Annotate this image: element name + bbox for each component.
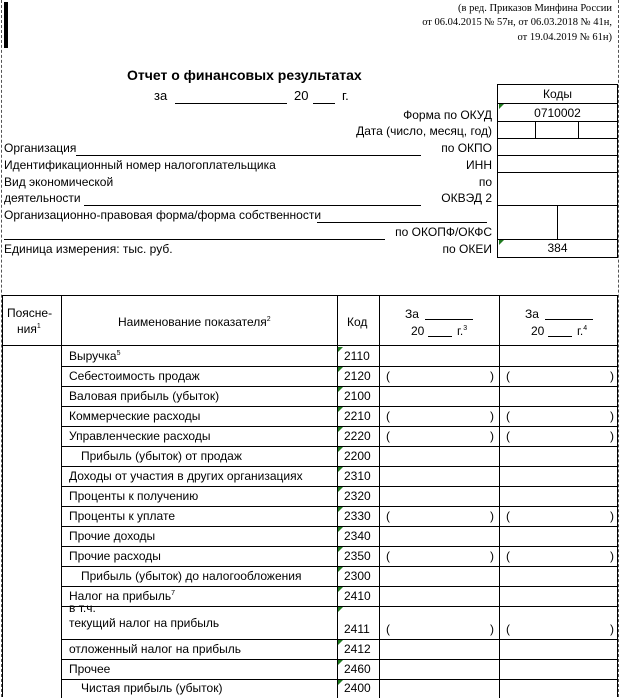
- row-code-marker: [338, 680, 343, 685]
- row-name: Прочие доходы: [69, 529, 156, 543]
- field-label-legal-form: Организационно-правовая форма/форма собственности: [4, 208, 322, 222]
- value-cell-period1[interactable]: [380, 446, 498, 466]
- value-cell-period1[interactable]: [380, 639, 498, 659]
- row-code-marker: [338, 587, 343, 592]
- codes-line: [498, 239, 617, 240]
- value-cell-period1[interactable]: [380, 606, 498, 639]
- table-row: [3, 446, 617, 466]
- header-notes-2: ния$^1$: [17, 322, 41, 336]
- table-row: [3, 386, 617, 406]
- row-code-marker: [338, 347, 343, 352]
- value-cell-period1[interactable]: [380, 426, 498, 446]
- row-name: Прибыль (убыток) до налогообложения: [81, 569, 302, 583]
- table-row: [3, 679, 617, 698]
- value-cell-period1[interactable]: [380, 679, 498, 698]
- value-cell-period2[interactable]: [500, 639, 618, 659]
- value-cell-period1[interactable]: [380, 466, 498, 486]
- table-row: [3, 406, 617, 426]
- paren-close: ): [490, 622, 494, 636]
- codes-header: Коды: [542, 87, 573, 101]
- text-cursor: [4, 2, 8, 48]
- table-row: [3, 506, 617, 526]
- table-row: [3, 346, 617, 366]
- field-label-activity1: Вид экономической: [4, 175, 114, 189]
- row-code: 2410: [344, 589, 371, 603]
- value-cell-period2[interactable]: [500, 406, 618, 426]
- value-cell-period2[interactable]: [500, 506, 618, 526]
- value-cell-period1[interactable]: [380, 346, 498, 366]
- row-code-marker: [338, 547, 343, 552]
- row-name: Выручка$^5$: [69, 349, 121, 363]
- value-cell-period2[interactable]: [500, 526, 618, 546]
- legal-form-input-line-1[interactable]: [317, 222, 487, 223]
- row-code-marker: [338, 640, 343, 645]
- header-period1-b: 20: [411, 324, 425, 338]
- paren-open: (: [506, 622, 510, 636]
- row-code: 2210: [344, 409, 371, 423]
- header-name: Наименование показателя$^2$: [118, 315, 271, 329]
- field-label-inn: Идентификационный номер налогоплательщика: [4, 158, 276, 172]
- value-cell-period2[interactable]: [500, 486, 618, 506]
- year-input-line[interactable]: [313, 103, 335, 104]
- table-row: [3, 566, 617, 586]
- value-cell-period2[interactable]: [500, 586, 618, 606]
- value-cell-period2[interactable]: [500, 346, 618, 366]
- row-name-line2: текущий налог на прибыль: [69, 616, 220, 630]
- table-row: [3, 659, 617, 679]
- okei-value[interactable]: 384: [547, 241, 568, 255]
- field-label-organization: Организация: [4, 141, 77, 155]
- row-name: Налог на прибыль$^7$: [69, 589, 176, 603]
- header-period2-b: 20: [531, 324, 545, 338]
- value-cell-period2[interactable]: [500, 446, 618, 466]
- row-code-marker: [338, 567, 343, 572]
- table-row: [3, 426, 617, 446]
- period-input-line[interactable]: [175, 103, 287, 104]
- row-code-marker: [338, 427, 343, 432]
- value-cell-period1[interactable]: [380, 586, 498, 606]
- header-period2-c: г.$^4$: [577, 324, 588, 338]
- edition-note-line3: от 19.04.2019 № 61н): [517, 32, 612, 43]
- paren-open: (: [386, 549, 390, 563]
- year-prefix: 20: [294, 88, 309, 103]
- frame-right-border: [618, 0, 619, 697]
- value-cell-period2[interactable]: [500, 466, 618, 486]
- paren-close: ): [610, 369, 614, 383]
- row-code: 2330: [344, 509, 371, 523]
- value-cell-period2[interactable]: [500, 546, 618, 566]
- row-code-marker: [338, 507, 343, 512]
- table-row: [3, 601, 617, 639]
- row-code: 2220: [344, 429, 371, 443]
- table-row: [3, 639, 617, 659]
- okud-value[interactable]: 0710002: [534, 106, 581, 120]
- row-code-marker: [338, 407, 343, 412]
- value-cell-period1[interactable]: [380, 546, 498, 566]
- paren-close: ): [610, 549, 614, 563]
- date-divider-2: [578, 121, 579, 138]
- activity-input-line[interactable]: [84, 205, 421, 206]
- field-code-po: по: [478, 175, 492, 189]
- row-code-marker: [338, 387, 343, 392]
- row-name: Валовая прибыль (убыток): [69, 389, 220, 403]
- table-row: [3, 366, 617, 386]
- header-period2-a: За: [525, 307, 539, 321]
- row-name: Коммерческие расходы: [69, 409, 201, 423]
- row-name: Управленческие расходы: [69, 429, 211, 443]
- field-label-date: Дата (число, месяц, год): [356, 124, 492, 138]
- value-cell-period2[interactable]: [500, 606, 618, 639]
- row-code-marker: [338, 607, 343, 612]
- paren-close: ): [490, 509, 494, 523]
- codes-box: [497, 84, 618, 258]
- row-code: 2412: [344, 642, 371, 656]
- row-code-marker: [338, 527, 343, 532]
- okopf-divider: [557, 205, 558, 239]
- table-row: [3, 486, 617, 506]
- paren-close: ): [610, 622, 614, 636]
- row-name: Прочее: [69, 662, 111, 676]
- row-name: Проценты к уплате: [69, 509, 175, 523]
- paren-close: ): [610, 509, 614, 523]
- value-cell-period1[interactable]: [380, 659, 498, 679]
- row-name: Доходы от участия в других организациях: [69, 469, 303, 483]
- row-code: 2400: [344, 681, 371, 695]
- row-name-line1: в т.ч.: [69, 601, 96, 615]
- codes-line: [498, 121, 617, 122]
- row-code: 2200: [344, 449, 371, 463]
- row-code-marker: [338, 447, 343, 452]
- period1-year-line[interactable]: [428, 336, 452, 337]
- organization-input-line[interactable]: [76, 155, 421, 156]
- paren-close: ): [610, 409, 614, 423]
- table-row: [3, 546, 617, 566]
- field-label-unit: Единица измерения: тыс. руб.: [4, 242, 173, 256]
- field-code-inn: ИНН: [466, 158, 492, 172]
- row-name: Прочие расходы: [69, 549, 161, 563]
- paren-close: ): [490, 429, 494, 443]
- paren-close: ): [610, 429, 614, 443]
- value-cell-period1[interactable]: [380, 366, 498, 386]
- edition-note-line2: от 06.04.2015 № 57н, от 06.03.2018 № 41н,: [422, 17, 612, 28]
- value-cell-period2[interactable]: [500, 679, 618, 698]
- row-name: Себестоимость продаж: [69, 369, 200, 383]
- field-label-activity2: деятельности: [4, 191, 81, 205]
- codes-line: [498, 138, 617, 139]
- paren-open: (: [506, 509, 510, 523]
- legal-form-input-line-2[interactable]: [4, 239, 385, 240]
- header-code: Код: [347, 315, 368, 329]
- row-code: 2350: [344, 549, 371, 563]
- row-name: отложенный налог на прибыль: [69, 642, 242, 656]
- financial-results-table: [2, 295, 618, 697]
- row-code: 2310: [344, 469, 371, 483]
- edition-note-line1: (в ред. Приказов Минфина России: [458, 3, 612, 14]
- date-divider-1: [535, 121, 536, 138]
- period2-input-line[interactable]: [545, 319, 593, 320]
- row-name: [69, 601, 219, 631]
- period-prefix: за: [154, 88, 168, 103]
- value-cell-period2[interactable]: [500, 566, 618, 586]
- row-code: 2100: [344, 389, 371, 403]
- paren-open: (: [506, 549, 510, 563]
- value-cell-period2[interactable]: [500, 386, 618, 406]
- table-row: [3, 526, 617, 546]
- row-code: 2340: [344, 529, 371, 543]
- field-code-okved: ОКВЭД 2: [441, 191, 492, 205]
- field-code-okopf: по ОКОПФ/ОКФС: [395, 225, 492, 239]
- field-code-okpo: по ОКПО: [441, 141, 492, 155]
- value-cell-period1[interactable]: [380, 506, 498, 526]
- row-code-marker: [338, 660, 343, 665]
- row-name: Проценты к получению: [69, 489, 199, 503]
- paren-open: (: [386, 369, 390, 383]
- value-cell-period2[interactable]: [500, 659, 618, 679]
- paren-close: ): [490, 369, 494, 383]
- value-cell-period1[interactable]: [380, 406, 498, 426]
- value-cell-period1[interactable]: [380, 486, 498, 506]
- value-cell-period2[interactable]: [500, 366, 618, 386]
- paren-open: (: [506, 369, 510, 383]
- header-notes: Поясне-: [7, 306, 53, 320]
- paren-open: (: [506, 429, 510, 443]
- field-code-okei: по ОКЕИ: [442, 242, 492, 256]
- row-name: Чистая прибыль (убыток): [81, 681, 223, 695]
- header-period1-c: г.$^3$: [457, 324, 468, 338]
- paren-close: ): [490, 549, 494, 563]
- row-code-marker: [338, 367, 343, 372]
- value-cell-period1[interactable]: [380, 526, 498, 546]
- value-cell-period2[interactable]: [500, 426, 618, 446]
- field-label-okud: Форма по ОКУД: [403, 108, 492, 122]
- paren-open: (: [386, 622, 390, 636]
- table-row: [3, 466, 617, 486]
- period2-year-line[interactable]: [548, 336, 572, 337]
- row-code: 2460: [344, 662, 371, 676]
- year-suffix: г.: [342, 88, 349, 103]
- row-code-marker: [338, 487, 343, 492]
- paren-open: (: [386, 509, 390, 523]
- row-name: Прибыль (убыток) от продаж: [81, 449, 242, 463]
- row-code: 2120: [344, 369, 371, 383]
- header-period1-a: За: [405, 307, 419, 321]
- paren-open: (: [386, 409, 390, 423]
- paren-open: (: [506, 409, 510, 423]
- value-cell-period1[interactable]: [380, 386, 498, 406]
- row-code-marker: [338, 467, 343, 472]
- codes-line: [498, 103, 617, 104]
- report-title: Отчет о финансовых результатах: [127, 67, 362, 83]
- codes-line: [498, 172, 617, 173]
- codes-line: [498, 155, 617, 156]
- row-code: 2110: [344, 349, 370, 363]
- value-cell-period1[interactable]: [380, 566, 498, 586]
- paren-open: (: [386, 429, 390, 443]
- paren-close: ): [490, 409, 494, 423]
- row-code: 2300: [344, 569, 371, 583]
- row-code: 2411: [344, 622, 370, 636]
- row-code: 2320: [344, 489, 371, 503]
- period1-input-line[interactable]: [425, 319, 473, 320]
